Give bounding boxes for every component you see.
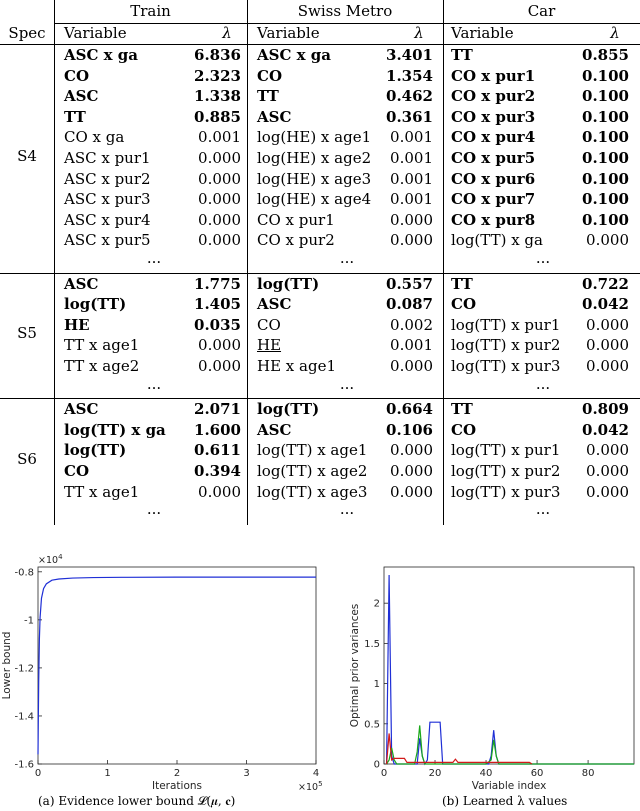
table-cell-variable: log(HE) x age4 (257, 190, 372, 209)
y-tick-label: 2 (373, 598, 380, 610)
x-tick-label: 1 (104, 768, 111, 779)
x-axis-label: Iterations (151, 780, 203, 792)
table-cell-lambda: 0.035 (194, 315, 241, 334)
column-header-variable: Variable (451, 24, 514, 42)
table-cell-variable: TT (64, 107, 86, 126)
table-cell-variable: ASC (64, 87, 99, 106)
table-cell-variable: log(TT) x pur2 (451, 462, 561, 480)
table-cell-lambda: 0.000 (198, 357, 241, 375)
group-header: Car (527, 2, 556, 20)
table-cell-lambda: 0.001 (390, 336, 433, 355)
lambda-chart (340, 540, 640, 790)
ellipsis: ... (535, 374, 551, 393)
spec-label: S5 (17, 324, 37, 343)
table-cell-variable: ASC x pur5 (64, 231, 151, 250)
y-exponent: 4 (58, 553, 63, 561)
ellipsis: ... (146, 500, 162, 519)
ellipsis: ... (535, 249, 551, 267)
table-cell-variable: log(TT) x age3 (257, 482, 368, 501)
x-tick-label: 0 (380, 768, 388, 779)
table-cell-lambda: 0.855 (582, 46, 629, 64)
caption-b: (b) Learned λ values (442, 794, 568, 808)
table-cell-lambda: 0.001 (198, 128, 241, 147)
y-tick-label: 0.5 (364, 719, 380, 731)
table-cell-variable: CO x pur8 (451, 210, 536, 229)
column-header-lambda: λ (222, 24, 232, 42)
y-tick-label: -1 (24, 615, 34, 627)
table-cell-variable: CO x ga (64, 128, 125, 147)
table-cell-lambda: 0.000 (198, 169, 241, 188)
y-axis-label: Optimal prior variances (349, 603, 361, 728)
table-cell-lambda: 0.042 (582, 420, 629, 439)
y-tick-label: 1.5 (364, 638, 380, 650)
ellipsis: ... (339, 374, 355, 393)
table-cell-variable: ASC x pur3 (64, 190, 151, 209)
table-cell-variable: log(TT) x pur3 (451, 357, 561, 375)
table-cell-lambda: 0.100 (582, 149, 629, 167)
table-cell-variable: CO (451, 295, 477, 314)
y-tick-label: -1.2 (14, 663, 34, 675)
table-cell-variable: log(TT) x pur2 (451, 336, 561, 355)
table-cell-variable: CO x pur3 (451, 107, 536, 126)
table-cell-lambda: 1.775 (194, 274, 241, 293)
table-cell-variable: log(TT) (64, 441, 127, 460)
table-cell-lambda: 0.000 (586, 336, 629, 355)
table-cell-lambda: 0.100 (582, 190, 629, 209)
table-cell-variable: CO x pur2 (257, 231, 335, 250)
x-exponent: 5 (318, 780, 323, 788)
table-cell-variable: HE (257, 336, 282, 355)
table-cell-variable: CO x pur4 (451, 128, 536, 147)
table-cell-lambda: 0.100 (582, 128, 629, 147)
x-exponent-label: $\times 10^5$ (298, 780, 323, 793)
x-tick-label: 40 (479, 768, 493, 779)
table-cell-variable: log(HE) x age2 (257, 149, 372, 167)
table-cell-variable: TT x age1 (64, 336, 140, 355)
table-cell-lambda: 0.361 (386, 107, 433, 126)
table-cell-variable: log(TT) (64, 295, 127, 314)
table-cell-lambda: 0.106 (386, 420, 433, 439)
table-cell-variable: ASC (257, 295, 292, 314)
table-cell-variable: ASC (64, 400, 99, 419)
table-cell-variable: ASC (257, 420, 292, 439)
x-tick-label: 2 (173, 768, 181, 779)
table-cell-lambda: 0.100 (582, 107, 629, 126)
table-cell-variable: TT (451, 46, 473, 64)
ellipsis: ... (535, 500, 551, 519)
table-cell-lambda: 0.000 (586, 315, 629, 334)
table-cell-variable: ASC x ga (257, 46, 332, 64)
x-tick-label: 3 (243, 768, 250, 779)
table-cell-variable: log(TT) x ga (451, 231, 543, 250)
table-cell-variable: TT (451, 274, 473, 293)
table-cell-lambda: 0.000 (586, 462, 629, 480)
table-cell-lambda: 0.611 (194, 441, 241, 460)
y-tick-label: 0 (373, 759, 380, 771)
table-cell-variable: ASC (257, 107, 292, 126)
y-tick-label: -1.4 (14, 711, 34, 723)
table-cell-lambda: 1.338 (194, 87, 241, 106)
table-cell-lambda: 0.100 (582, 66, 629, 85)
table-cell-variable: ASC x pur2 (64, 169, 151, 188)
table-cell-lambda: 0.000 (390, 441, 433, 460)
table-cell-variable: CO (64, 66, 90, 85)
table-cell-lambda: 0.394 (194, 462, 241, 480)
column-header-lambda: λ (610, 24, 620, 42)
group-divider (247, 0, 248, 525)
table-cell-lambda: 0.000 (198, 190, 241, 209)
y-exponent-label: $\times 10^4$ (38, 553, 63, 566)
caption-a: (a) Evidence lower bound 𝓛(𝝁, 𝐜) (38, 794, 236, 808)
group-header: Train (130, 2, 171, 20)
table-cell-lambda: 0.722 (582, 274, 629, 293)
table-cell-variable: ASC (64, 274, 99, 293)
table-cell-variable: CO (451, 420, 477, 439)
table-cell-lambda: 0.000 (390, 210, 433, 229)
table-cell-variable: HE (64, 315, 90, 334)
y-tick-label: 1 (373, 679, 380, 691)
y-tick-label: -0.8 (14, 567, 34, 579)
x-tick-label: 0 (34, 768, 42, 779)
column-header-lambda: λ (414, 24, 424, 42)
table-cell-lambda: 1.405 (194, 295, 241, 314)
table-cell-lambda: 0.002 (390, 315, 433, 334)
x-tick-label: 4 (312, 768, 320, 779)
table-cell-lambda: 0.000 (390, 462, 433, 480)
table-cell-lambda: 0.000 (198, 210, 241, 229)
figures (0, 540, 640, 811)
table-cell-lambda: 0.000 (390, 357, 433, 375)
spec-divider (54, 0, 55, 525)
elbo-chart (0, 540, 323, 793)
table-cell-lambda: 1.354 (386, 66, 433, 85)
spec-header: Spec (8, 24, 46, 42)
table-cell-lambda: 0.000 (198, 336, 241, 355)
table-cell-lambda: 0.001 (390, 128, 433, 147)
table-cell-variable: log(TT) x pur1 (451, 441, 561, 460)
header-rule (54, 23, 640, 24)
table-cell-variable: TT x age2 (64, 357, 140, 375)
table-cell-lambda: 0.000 (586, 441, 629, 460)
table-cell-variable: TT (451, 400, 473, 419)
table-cell-lambda: 0.000 (198, 482, 241, 501)
table-cell-variable: CO x pur6 (451, 169, 536, 188)
table-cell-variable: TT x age1 (64, 482, 140, 501)
table-cell-variable: log(TT) x pur1 (451, 315, 561, 334)
table-cell-lambda: 0.885 (194, 107, 241, 126)
table-cell-lambda: 2.323 (194, 66, 241, 85)
plot-area (38, 567, 316, 764)
table-cell-lambda: 0.664 (386, 400, 433, 419)
table-cell-lambda: 0.000 (390, 231, 433, 250)
table-cell-lambda: 0.000 (586, 482, 629, 501)
table-cell-variable: log(HE) x age3 (257, 169, 372, 188)
table-cell-lambda: 0.100 (582, 169, 629, 188)
table-cell-variable: ASC x pur4 (64, 210, 151, 229)
plot-area (384, 567, 634, 764)
ellipsis: ... (146, 249, 162, 267)
table-cell-variable: CO x pur5 (451, 149, 536, 167)
group-header: Swiss Metro (297, 2, 393, 20)
table-cell-lambda: 0.001 (390, 169, 433, 188)
table-cell-lambda: 0.000 (390, 482, 433, 501)
table-cell-variable: CO x pur7 (451, 190, 536, 209)
table-cell-lambda: 3.401 (386, 46, 433, 64)
table-cell-lambda: 1.600 (194, 420, 241, 439)
table-cell-lambda: 0.042 (582, 295, 629, 314)
table-cell-variable: log(TT) x ga (64, 420, 166, 439)
column-header-variable: Variable (257, 24, 320, 42)
table-cell-lambda: 0.557 (386, 274, 433, 293)
spec-label: S4 (17, 147, 37, 166)
table-cell-variable: ASC x ga (64, 46, 139, 64)
table-cell-variable: log(TT) x age2 (257, 462, 368, 480)
x-tick-label: 80 (581, 768, 595, 779)
table-cell-lambda: 0.000 (198, 149, 241, 167)
table-cell-lambda: 2.071 (194, 400, 241, 419)
table-cell-lambda: 0.000 (198, 231, 241, 250)
table-cell-variable: CO x pur1 (451, 66, 536, 85)
x-tick-label: 60 (530, 768, 544, 779)
table-cell-variable: ASC x pur1 (64, 149, 151, 167)
table-cell-lambda: 0.001 (390, 190, 433, 209)
x-axis-label: Variable index (471, 780, 547, 792)
table-cell-variable: CO (257, 66, 283, 85)
table-cell-lambda: 0.100 (582, 87, 629, 106)
y-tick-label: -1.6 (14, 759, 34, 771)
table-cell-lambda: 0.462 (386, 87, 433, 106)
table-cell-variable: TT (257, 87, 279, 106)
table-cell-variable: CO (257, 315, 281, 334)
ellipsis: ... (146, 374, 162, 393)
table-cell-lambda: 0.100 (582, 210, 629, 229)
table-cell-variable: log(TT) (257, 400, 320, 419)
group-divider (443, 0, 444, 525)
spec-label: S6 (17, 450, 37, 468)
table-cell-lambda: 0.000 (586, 357, 629, 375)
table-cell-lambda: 0.809 (582, 400, 629, 419)
table-cell-variable: log(HE) x age1 (257, 128, 372, 147)
table-cell-variable: CO x pur1 (257, 210, 335, 229)
table-cell-variable: CO x pur2 (451, 87, 536, 106)
y-axis-label: Lower bound (1, 631, 13, 700)
table-cell-variable: log(TT) x pur3 (451, 482, 561, 501)
table-cell-lambda: 0.000 (586, 231, 629, 250)
table-cell-variable: log(TT) (257, 274, 320, 293)
table-cell-variable: HE x age1 (257, 357, 336, 375)
ellipsis: ... (339, 249, 355, 267)
column-header-variable: Variable (64, 24, 127, 42)
table-cell-lambda: 0.087 (386, 295, 433, 314)
ellipsis: ... (339, 500, 355, 519)
x-tick-label: 20 (428, 768, 442, 779)
table-cell-lambda: 6.836 (194, 46, 241, 64)
table-cell-variable: log(TT) x age1 (257, 441, 368, 460)
table-cell-variable: CO (64, 462, 90, 480)
table-cell-lambda: 0.001 (390, 149, 433, 167)
